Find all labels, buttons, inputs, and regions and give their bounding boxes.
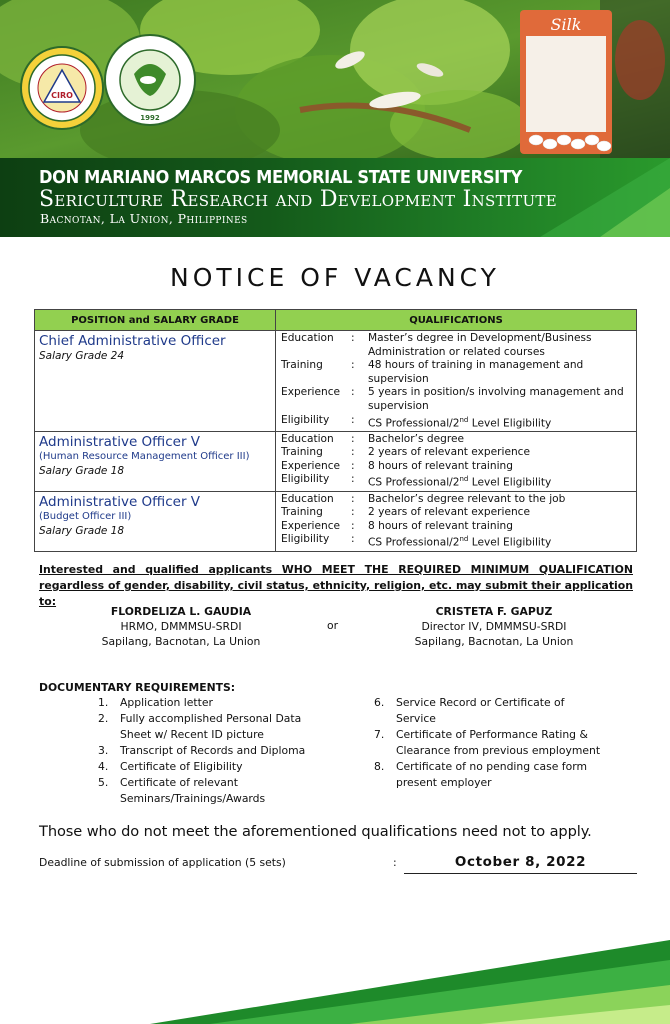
qualification-row — [281, 520, 632, 534]
footer-green-swoosh — [150, 930, 670, 1024]
position-subtitle: (Budget Officer III) — [39, 510, 132, 522]
position-cell — [35, 331, 276, 432]
qualification-key: Eligibility — [281, 473, 330, 486]
requirements-heading: DOCUMENTARY REQUIREMENTS: — [39, 681, 236, 694]
qualification-key: Education — [281, 332, 334, 344]
dmmmsu-seal-logo — [20, 46, 104, 130]
salary-grade: Salary Grade 24 — [39, 350, 125, 362]
requirement-item — [98, 775, 318, 807]
srdi-seal-logo — [104, 34, 196, 126]
seal-text: CIRO — [51, 91, 73, 100]
qualification-key: Experience — [281, 519, 341, 532]
contact-title: Director IV, DMMMSU-SRDI — [421, 620, 567, 633]
table-row — [35, 331, 637, 432]
header-qualifications: QUALIFICATIONS — [276, 310, 637, 331]
requirement-text: Certificate of Performance Rating & Clearance from previous employment — [396, 728, 601, 757]
university-name: DON MARIANO MARCOS MEMORIAL STATE UNIVERSITY — [39, 168, 523, 188]
requirement-number: 1. — [98, 696, 109, 709]
requirement-item — [374, 759, 606, 791]
position-cell — [35, 491, 276, 551]
page-title: NOTICE OF VACANCY — [170, 263, 500, 292]
salary-grade: Salary Grade 18 — [39, 524, 125, 537]
contact-address: Sapilang, Bacnotan, La Union — [101, 635, 261, 648]
requirement-number: 7. — [374, 728, 385, 741]
requirement-text: Service Record or Certificate of Service — [396, 696, 565, 725]
qualification-row — [281, 359, 632, 386]
qualification-value: CS Professional/2nd Level Eligibility — [368, 415, 552, 430]
contact-name: FLORDELIZA L. GAUDIA — [110, 605, 252, 618]
qualification-key: Education — [281, 432, 334, 445]
qualification-value: 8 hours of relevant training — [368, 459, 513, 472]
application-instruction: Interested and qualified applicants WHO MEET THE REQUIRED MINIMUM QUALIFICATION regardless of gender, disability, civil status, ethnicity, religion, etc. may submit their application to: — [39, 563, 633, 608]
requirement-text: Application letter — [120, 696, 213, 709]
qualification-value: 2 years of relevant experience — [368, 506, 531, 519]
requirement-number: 4. — [98, 760, 109, 773]
requirement-text: Certificate of no pending case form present employer — [396, 760, 587, 789]
requirement-item — [98, 743, 318, 759]
qualification-row — [281, 533, 632, 550]
or-separator: or — [327, 619, 339, 632]
requirement-number: 5. — [98, 776, 109, 789]
institute-name: Sericulture Research and Development Institute — [39, 187, 557, 212]
requirement-number: 8. — [374, 760, 385, 773]
qualification-colon: : — [351, 359, 355, 372]
qualification-key: Training — [281, 446, 323, 459]
qualifications-cell — [276, 491, 637, 551]
qualification-key: Eligibility — [281, 413, 330, 426]
qualification-colon: : — [351, 519, 355, 532]
qualification-value: Bachelor’s degree — [368, 432, 464, 445]
qualification-row — [281, 446, 632, 460]
requirement-item — [98, 759, 318, 775]
contact-name: CRISTETA F. GAPUZ — [435, 605, 553, 618]
qualification-colon: : — [351, 386, 355, 399]
qualification-colon: : — [351, 459, 355, 472]
qualification-colon: : — [351, 506, 355, 519]
qualification-row — [281, 386, 632, 413]
contact-hrmo — [61, 604, 301, 649]
qualification-value: 2 years of relevant experience — [368, 446, 531, 459]
deadline-date: October 8, 2022 — [404, 854, 637, 874]
qualification-value: CS Professional/2nd Level Eligibility — [368, 475, 552, 489]
silk-product-box — [516, 8, 616, 156]
requirements-list-right — [374, 695, 606, 791]
qualification-row — [281, 506, 632, 520]
requirement-item — [98, 711, 318, 743]
qualification-value: CS Professional/2nd Level Eligibility — [368, 535, 552, 549]
qualification-colon: : — [351, 492, 355, 505]
requirement-item — [374, 727, 606, 759]
qualification-colon: : — [351, 446, 355, 459]
requirement-item — [374, 695, 606, 727]
seal2-year: 1992 — [140, 114, 160, 122]
qualification-colon: : — [351, 413, 355, 426]
qualification-key: Experience — [281, 386, 341, 399]
position-subtitle: (Human Resource Management Officer III) — [39, 450, 250, 462]
deadline-label: Deadline of submission of application (5 sets) — [39, 856, 286, 869]
contact-director — [374, 604, 614, 649]
qualification-colon: : — [351, 533, 355, 546]
qualification-key: Eligibility — [281, 533, 330, 546]
table-row — [35, 491, 637, 551]
silk-label: Silk — [550, 15, 582, 34]
requirement-number: 3. — [98, 744, 109, 757]
requirement-item — [98, 695, 318, 711]
qualification-row — [281, 414, 632, 431]
qualification-value: Bachelor’s degree relevant to the job — [368, 492, 566, 505]
contact-title: HRMO, DMMMSU-SRDI — [120, 620, 242, 633]
qualification-key: Training — [281, 359, 323, 372]
qualification-value: Master’s degree in Development/Business Administration or related courses — [368, 332, 592, 358]
requirements-list-left — [98, 695, 318, 807]
vacancy-table — [34, 309, 637, 552]
qualification-value: 48 hours of training in management and supervision — [368, 359, 584, 385]
requirement-number: 2. — [98, 712, 109, 725]
requirement-text: Transcript of Records and Diploma — [120, 744, 306, 757]
table-row — [35, 431, 637, 491]
qualification-key: Training — [281, 506, 323, 519]
table-header-row — [35, 310, 637, 331]
requirement-text: Fully accomplished Personal Data Sheet w/ Recent ID picture — [120, 712, 302, 741]
qualification-value: 8 hours of relevant training — [368, 519, 513, 532]
position-title: Chief Administrative Officer — [39, 333, 226, 349]
qualification-row — [281, 433, 632, 447]
qualification-note: Those who do not meet the aforementioned qualifications need not to apply. — [39, 823, 592, 840]
qualifications-cell — [276, 331, 637, 432]
qualification-row — [281, 460, 632, 474]
qualification-row — [281, 493, 632, 507]
qualification-row — [281, 332, 632, 359]
qualification-key: Education — [281, 492, 334, 505]
position-title: Administrative Officer V — [39, 433, 201, 450]
contact-address: Sapilang, Bacnotan, La Union — [414, 635, 574, 648]
salary-grade: Salary Grade 18 — [39, 464, 125, 477]
requirement-text: Certificate of Eligibility — [120, 760, 243, 773]
qualifications-cell — [276, 431, 637, 491]
header-position: POSITION and SALARY GRADE — [35, 310, 276, 331]
qualification-value: 5 years in position/s involving management and supervision — [368, 386, 624, 412]
qualification-colon: : — [351, 432, 355, 445]
qualification-key: Experience — [281, 459, 341, 472]
qualification-colon: : — [351, 473, 355, 486]
institute-address: Bacnotan, La Union, Philippines — [40, 211, 248, 226]
qualification-row — [281, 473, 632, 490]
position-title: Administrative Officer V — [39, 493, 201, 510]
deadline-colon: : — [393, 856, 397, 869]
qualification-colon: : — [351, 332, 355, 344]
position-cell — [35, 431, 276, 491]
requirement-text: Certificate of relevant Seminars/Trainings/Awards — [120, 776, 266, 805]
requirement-number: 6. — [374, 696, 385, 709]
